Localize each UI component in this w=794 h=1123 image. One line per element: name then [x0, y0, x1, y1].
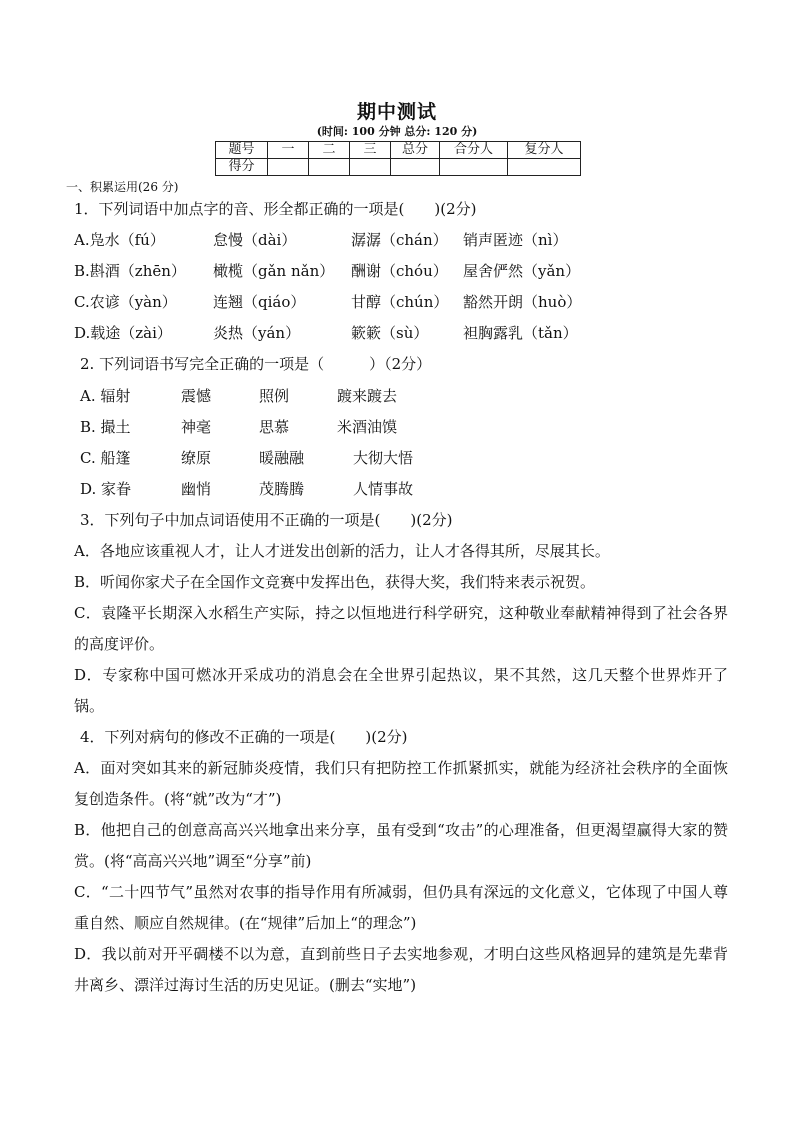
option-word: 缭原: [181, 449, 212, 467]
option-word: 怠慢（dài）: [213, 231, 297, 249]
option-word: 震憾: [181, 387, 212, 405]
question-3-option-b: B．听闻你家犬子在全国作文竞赛中发挥出色，获得大奖，我们特来表示祝贺。: [74, 573, 596, 591]
score-cell: [440, 159, 508, 176]
option-word: 米酒油馍: [337, 418, 398, 436]
score-table-header-cell: 一: [268, 142, 309, 159]
score-table-header-cell: 题号: [216, 142, 268, 159]
score-cell: [508, 159, 581, 176]
option-word: 神毫: [181, 418, 212, 436]
score-cell: [391, 159, 440, 176]
question-4-stem: 4．下列对病句的修改不正确的一项是( )(2分): [80, 728, 408, 746]
option-word: 思慕: [259, 418, 290, 436]
question-1-stem: 1．下列词语中加点字的音、形全都正确的一项是( )(2分): [74, 200, 477, 218]
score-cell: [268, 159, 309, 176]
option-word: D.载途（zài）: [74, 324, 172, 342]
option-word: 踱来踱去: [337, 387, 398, 405]
question-3-option-a: A．各地应该重视人才，让人才迸发出创新的活力，让人才各得其所，尽展其长。: [74, 542, 610, 560]
score-table-header-cell: 合分人: [440, 142, 508, 159]
option-word: B.斟酒（zhēn）: [74, 262, 186, 280]
option-word: B. 撮土: [80, 418, 131, 436]
score-table-score-row: [216, 159, 581, 176]
question-3-option-d: D．专家称中国可燃冰开采成功的消息会在全世界引起热议，果不其然，这几天整个世界炸开了锅。: [74, 666, 728, 715]
score-row-label: 得分: [216, 159, 268, 176]
option-word: 屋舍俨然（yǎn）: [463, 262, 581, 280]
question-4-option-a: A．面对突如其来的新冠肺炎疫情，我们只有把防控工作抓紧抓实，就能为经济社会秩序的全面恢复创造条件。(将“就”改为“才”): [74, 759, 728, 808]
option-word: 橄榄（gǎn nǎn）: [213, 262, 335, 280]
score-table-header-row: [216, 142, 581, 159]
option-word: A. 辐射: [80, 387, 131, 405]
option-word: 甘醇（chún）: [351, 293, 449, 311]
option-word: C. 船篷: [80, 449, 131, 467]
option-word: 袒胸露乳（tǎn）: [463, 324, 578, 342]
question-3-stem: 3．下列句子中加点词语使用不正确的一项是( )(2分): [80, 511, 453, 529]
option-word: 簌簌（sù）: [351, 324, 429, 342]
question-4-option-d: D．我以前对开平碉楼不以为意，直到前些日子去实地参观，才明白这些风格迥异的建筑是先辈背井离乡、漂洋过海讨生活的历史见证。(删去“实地”): [74, 945, 728, 994]
option-word: 大彻大悟: [353, 449, 414, 467]
score-table-header-cell: 二: [309, 142, 350, 159]
page-title: 期中测试: [356, 101, 437, 123]
option-word: 连翘（qiáo）: [213, 293, 306, 311]
option-word: 幽悄: [181, 480, 212, 498]
option-word: A.凫水（fú）: [74, 231, 165, 249]
option-word: 照例: [259, 387, 290, 405]
exam-info: (时间: 100 分钟 总分: 120 分): [316, 125, 478, 138]
question-3-option-c: C．袁隆平长期深入水稻生产实际，持之以恒地进行科学研究，这种敬业奉献精神得到了社会各界的高度评价。: [74, 604, 728, 653]
option-word: D. 家眷: [80, 480, 132, 498]
option-word: C.农谚（yàn）: [74, 293, 177, 311]
score-cell: [309, 159, 350, 176]
option-word: 酬谢（chóu）: [351, 262, 448, 280]
option-word: 潺潺（chán）: [351, 231, 448, 249]
section-title: 一、积累运用(26 分): [66, 180, 179, 194]
question-4-option-c: C．“二十四节气”虽然对农事的指导作用有所减弱，但仍具有深远的文化意义，它体现了中国人尊重自然、顺应自然规律。(在“规律”后加上“的理念”): [74, 883, 728, 932]
question-2-stem: 2. 下列词语书写完全正确的一项是（ ）（2分）: [80, 355, 432, 373]
option-word: 豁然开朗（huò）: [463, 293, 582, 311]
score-cell: [350, 159, 391, 176]
score-table-header-cell: 三: [350, 142, 391, 159]
option-word: 茂腾腾: [259, 480, 305, 498]
score-table-header-cell: 复分人: [508, 142, 581, 159]
option-word: 销声匿迹（nì）: [463, 231, 568, 249]
score-table: [215, 141, 581, 176]
option-word: 暖融融: [259, 449, 305, 467]
score-table-header-cell: 总分: [391, 142, 440, 159]
option-word: 炎热（yán）: [213, 324, 301, 342]
option-word: 人情事故: [353, 480, 414, 498]
question-4-option-b: B．他把自己的创意高高兴兴地拿出来分享，虽有受到“攻击”的心理准备，但更渴望赢得大家的赞赏。(将“高高兴兴地”调至“分享”前): [74, 821, 728, 870]
